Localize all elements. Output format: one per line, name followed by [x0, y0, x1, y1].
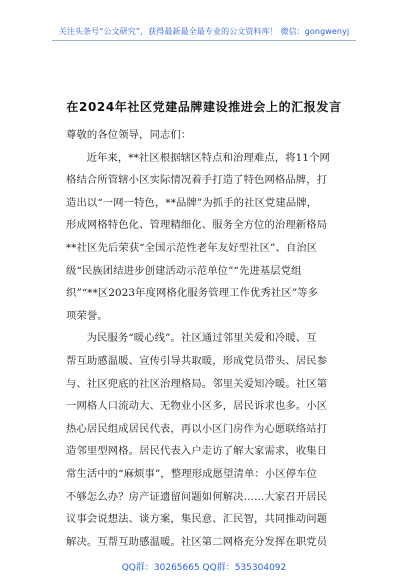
paragraph-line: 级“民族团结进步创建活动示范单位”“先进基层党组	[66, 264, 302, 277]
paragraph-line: 与、社区兜底的社区治理格局。邻里关爱知冷暖。社区第	[66, 377, 328, 390]
paragraph-line: 造出以“一网一特色，**品牌”为抓手的社区党建品牌，	[66, 196, 318, 209]
footer-contact: QQ群：30265665 QQ群：535304092	[121, 563, 287, 573]
paragraph-line: 议事会说想法、谈方案，集民意、汇民智，共同推动问题	[66, 513, 328, 526]
paragraph-line: 常生活中的“麻烦事”，整理形成愿望清单：小区停车位	[66, 467, 318, 480]
paragraph-line: **社区先后荣获“全国示范性老年友好型社区”、自治区	[66, 241, 318, 254]
paragraph-line: 项荣誉。	[66, 309, 108, 322]
paragraph-line: 形成网格特色化、管理精细化、服务全方位的治理新格局	[66, 219, 328, 232]
paragraph-line: 格结合所管辖小区实际情况着手打造了特色网格品牌，打	[66, 174, 328, 187]
paragraph-line: 热心居民组成居民代表，再以小区门房作为心愿联络站打	[66, 422, 328, 435]
salutation: 尊敬的各位领导，同志们：	[66, 129, 192, 141]
paragraph-line: 帮互助感温暖、宣传引导共取暖，形成党员带头、居民参	[66, 354, 328, 367]
paragraph-line: 解决。互帮互助感温暖。社区第二网格充分发挥在职党员	[66, 535, 328, 548]
paragraph-line: 近年来，**社区根据辖区特点和治理难点，将11个网	[86, 151, 330, 164]
paragraph-line: 为民服务“暖心线”。社区通过邻里关爱和冷暖、互	[86, 332, 317, 345]
paragraph-line: 一网格人口流动大、无物业小区多，居民诉求也多。小区	[66, 400, 328, 413]
document-body	[66, 124, 348, 553]
header-note: 关注头条号“公文研究”，获得最新最全最专业的公文资料库！ 微信：gongwenyj	[58, 27, 350, 36]
paragraph-line: 不够怎么办？房产证遗留问题如何解决……大家召开居民	[66, 490, 328, 503]
document-title: 在2024年社区党建品牌建设推进会上的汇报发言	[66, 100, 342, 114]
paragraph-line: 织”“**区2023年度网格化服务管理工作优秀社区”等多	[66, 287, 319, 300]
paragraph-line: 造邻里型网格。居民代表入户走访了解大家需求，收集日	[66, 445, 328, 458]
header-rule	[52, 40, 356, 41]
